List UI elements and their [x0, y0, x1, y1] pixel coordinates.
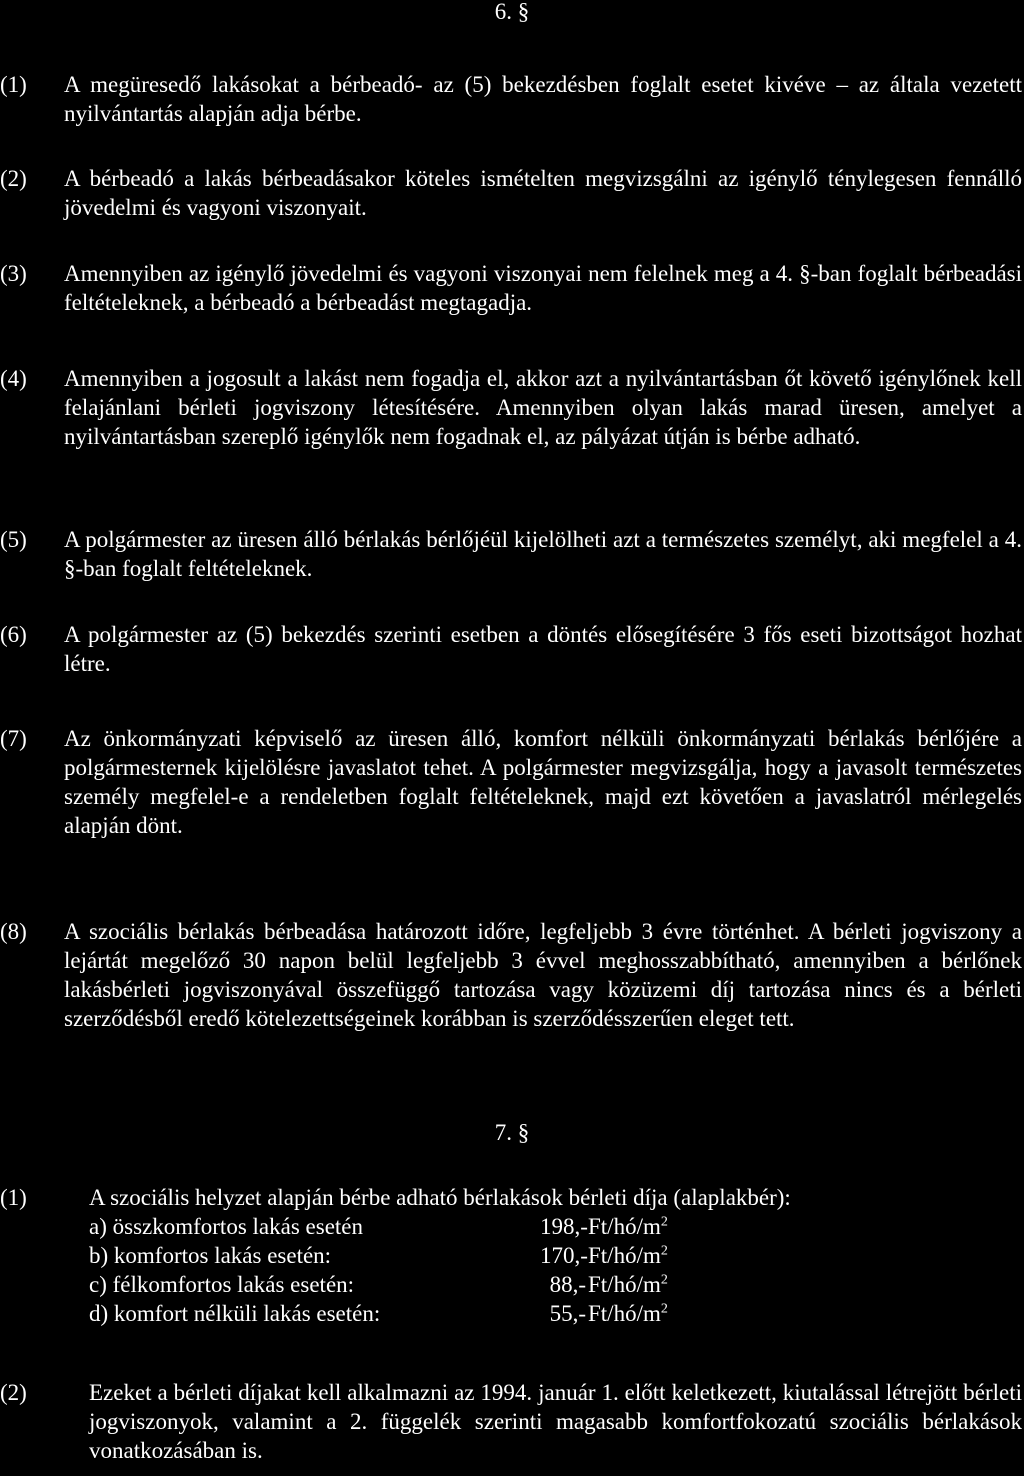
- paragraph-number: (1): [0, 1185, 27, 1210]
- rent-rate-row: [89, 1270, 1022, 1299]
- rate-value: 198,-: [540, 1214, 588, 1239]
- rent-rate-row: [89, 1299, 1022, 1328]
- paragraph-text: A polgármester az (5) bekezdés szerinti esetben a döntés elősegítésére 3 fős eseti bizottságot hozhat létre.: [64, 622, 1022, 676]
- paragraph-number: (1): [0, 72, 27, 97]
- rate-unit-text: Ft/hó/m: [588, 1301, 661, 1326]
- rate-unit: [588, 1212, 668, 1241]
- paragraph-text: Amennyiben az igénylő jövedelmi és vagyoni viszonyai nem felelnek meg a 4. §-ban foglalt bérbeadási feltételeknek, a bérbeadó a bérbeadást megtagadja.: [64, 261, 1022, 315]
- rate-unit: [588, 1270, 668, 1299]
- paragraph-number: (3): [0, 261, 27, 286]
- section-6-heading: 6. §: [494, 0, 530, 24]
- rate-unit: [588, 1299, 668, 1328]
- rent-rate-row: [89, 1212, 1022, 1241]
- paragraph-number: (6): [0, 622, 27, 647]
- rent-rate-row: [89, 1241, 1022, 1270]
- paragraph-text: A megüresedő lakásokat a bérbeadó- az (5) bekezdésben foglalt esetet kivéve – az általa vezetett nyilvántartás alapján adja bérbe.: [64, 72, 1022, 126]
- paragraph-number: (4): [0, 366, 27, 391]
- rate-label: c) félkomfortos lakás esetén:: [89, 1272, 355, 1297]
- paragraph-text: A szociális bérlakás bérbeadása határozott időre, legfeljebb 3 évre történhet. A bérleti jogviszony a lejártát megelőző 30 napon belül legfeljebb 3 évvel meghosszabbítható, amennyiben a bérlőnek lakásbérleti jogviszonyával összefüggő tartozása vagy közüzemi díj tartozása nincs és a bérleti szerződésből eredő kötelezettségeinek korábban is szerződésszerűen eleget tett.: [64, 919, 1022, 1031]
- rate-unit-exponent: 2: [660, 1272, 668, 1288]
- rate-value: 88,-: [549, 1272, 586, 1297]
- rate-unit-exponent: 2: [660, 1301, 668, 1317]
- paragraph-text: Amennyiben a jogosult a lakást nem fogadja el, akkor azt a nyilvántartásban őt követő igénylőnek kell felajánlani bérleti jogviszony létesítésére. Amennyiben olyan lakás marad üresen, amelyet a nyilvántartásban szereplő igénylők nem fogadnak el, az pályázat útján is bérbe adható.: [64, 366, 1022, 449]
- rate-unit: [588, 1241, 668, 1270]
- paragraph-text: A bérbeadó a lakás bérbeadásakor köteles ismételten megvizsgálni az igénylő ténylegesen fennálló jövedelmi és vagyoni viszonyait.: [64, 166, 1022, 220]
- paragraph-number: (5): [0, 527, 27, 552]
- paragraph-number: (2): [0, 1380, 27, 1405]
- rate-value: 170,-: [540, 1243, 588, 1268]
- paragraph-text: A szociális helyzet alapján bérbe adható bérlakások bérleti díja (alaplakbér):: [89, 1185, 791, 1210]
- paragraph-text: Ezeket a bérleti díjakat kell alkalmazni az 1994. január 1. előtt keletkezett, kiutalással létrejött bérleti jogviszonyok, valamint a 2. függelék szerinti magasabb komfortfokozatú szociális bérlakások vonatkozásában is.: [89, 1380, 1022, 1463]
- rent-rate-list: [89, 1212, 1022, 1328]
- rate-unit-text: Ft/hó/m: [588, 1272, 661, 1297]
- rate-unit-text: Ft/hó/m: [588, 1214, 661, 1239]
- paragraph-text: Az önkormányzati képviselő az üresen álló, komfort nélküli önkormányzati bérlakás bérlőjére a polgármesternek kijelölésre javaslatot tehet. A polgármester megvizsgálja, hogy a javasolt természetes személy megfelel-e a rendeletben foglalt feltételeknek, majd ezt követően a javaslatról mérlegelés alapján dönt.: [64, 726, 1022, 838]
- rate-label: b) komfortos lakás esetén:: [89, 1243, 332, 1268]
- paragraph-text: A polgármester az üresen álló bérlakás bérlőjéül kijelölheti azt a természetes személyt, aki megfelel a 4. §-ban foglalt feltételeknek.: [64, 527, 1022, 581]
- paragraph-number: (7): [0, 726, 27, 751]
- paragraph-number: (2): [0, 166, 27, 191]
- rate-unit-exponent: 2: [660, 1214, 668, 1230]
- paragraph-number: (8): [0, 919, 27, 944]
- rate-label: d) komfort nélküli lakás esetén:: [89, 1301, 381, 1326]
- rate-unit-text: Ft/hó/m: [588, 1243, 661, 1268]
- rate-unit-exponent: 2: [660, 1243, 668, 1259]
- rate-value: 55,-: [549, 1301, 586, 1326]
- rate-label: a) összkomfortos lakás esetén: [89, 1214, 364, 1239]
- section-7-heading: 7. §: [494, 1120, 530, 1145]
